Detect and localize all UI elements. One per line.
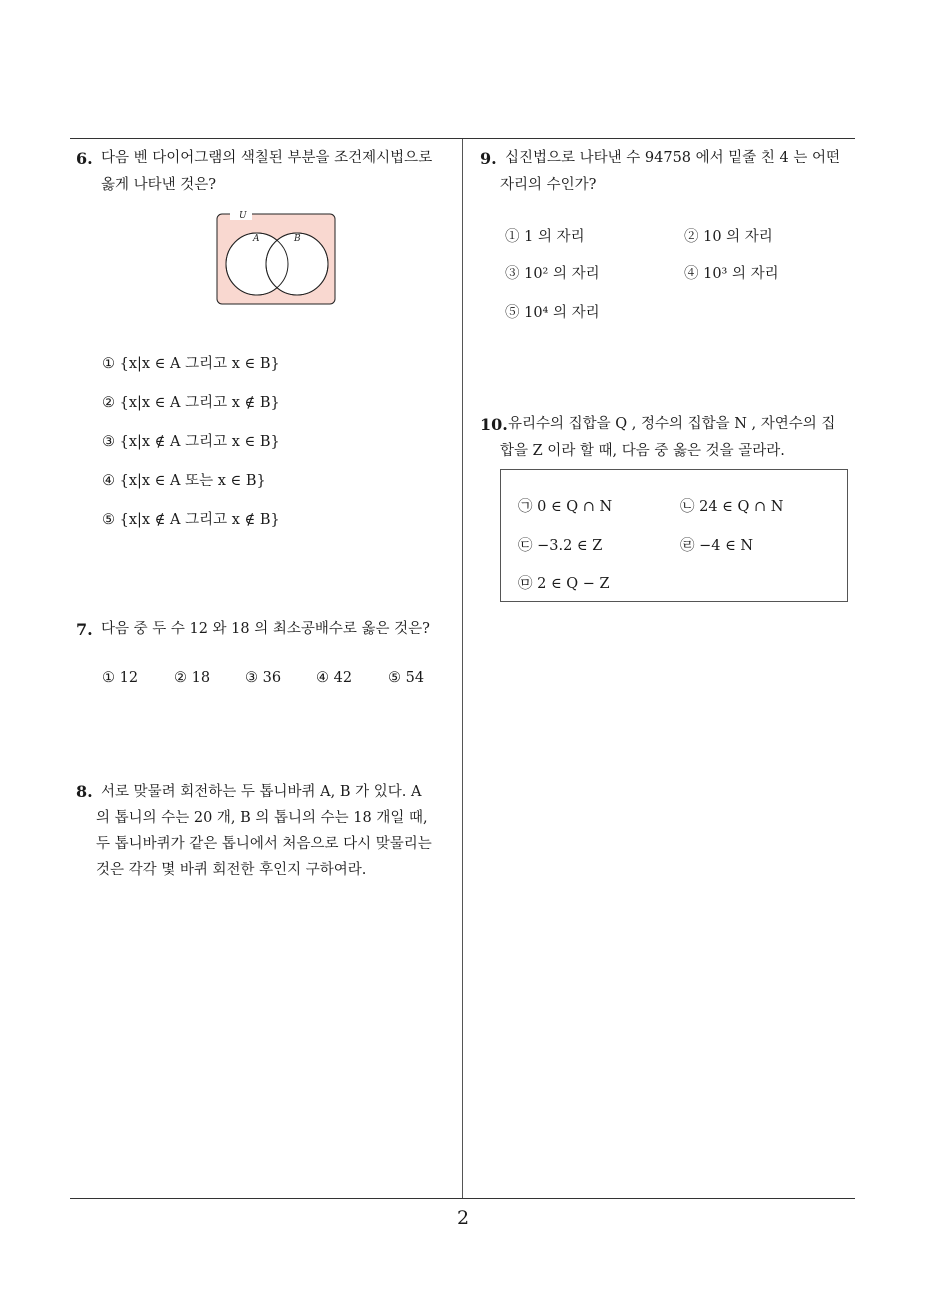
choice-9-2[interactable]: ② 10 의 자리 — [684, 229, 773, 245]
choice-7-2[interactable]: ② 18 — [174, 670, 211, 686]
question-number: 6. — [76, 149, 93, 168]
choice-7-3[interactable]: ③ 36 — [245, 670, 282, 686]
statement-1: ㉠ 0 ∈ Q ∩ N — [518, 499, 613, 515]
choice-6-2[interactable]: ② {x|x ∈ A 그리고 x ∉ B} — [102, 395, 280, 411]
choice-6-3[interactable]: ③ {x|x ∉ A 그리고 x ∈ B} — [102, 434, 280, 450]
question-text-line: 서로 맞물려 회전하는 두 톱니바퀴 A, B 가 있다. A — [101, 784, 422, 800]
statement-4: ㉣ −4 ∈ N — [680, 538, 754, 554]
question-text-line: 다음 벤 다이어그램의 색칠된 부분을 조건제시법으로 — [101, 150, 433, 166]
question-10 — [480, 411, 835, 465]
question-text-line: 유리수의 집합을 Q , 정수의 집합을 N , 자연수의 집 — [508, 416, 836, 432]
choice-9-3[interactable]: ③ 10² 의 자리 — [505, 266, 600, 282]
set-b-label: B — [294, 234, 301, 244]
question-text-line: 합을 Z 이라 할 때, 다음 중 옳은 것을 골라라. — [500, 443, 785, 459]
choice-6-5[interactable]: ⑤ {x|x ∉ A 그리고 x ∉ B} — [102, 512, 280, 528]
universe-label: U — [239, 211, 247, 221]
question-number: 7. — [76, 620, 93, 639]
choice-6-1[interactable]: ① {x|x ∈ A 그리고 x ∈ B} — [102, 356, 280, 372]
column-divider — [462, 139, 463, 1198]
question-text-line: 십진법으로 나타낸 수 94758 에서 밑줄 친 4 는 어떤 — [505, 150, 840, 166]
choice-9-4[interactable]: ④ 10³ 의 자리 — [684, 266, 779, 282]
choice-7-5[interactable]: ⑤ 54 — [388, 670, 425, 686]
page-number: 2 — [456, 1207, 470, 1229]
question-text-line: 자리의 수인가? — [500, 177, 597, 193]
choice-7-4[interactable]: ④ 42 — [316, 670, 353, 686]
question-text-line: 의 톱니의 수는 20 개, B 의 톱니의 수는 18 개일 때, — [96, 810, 428, 826]
question-number: 10. — [480, 415, 508, 434]
choice-9-5[interactable]: ⑤ 10⁴ 의 자리 — [505, 305, 600, 321]
question-text-line: 것은 각각 몇 바퀴 회전한 후인지 구하여라. — [96, 862, 367, 878]
question-8 — [76, 779, 432, 883]
question-6 — [76, 145, 432, 199]
venn-diagram — [216, 208, 338, 306]
question-number: 8. — [76, 782, 93, 801]
question-text-line: 다음 중 두 수 12 와 18 의 최소공배수로 옳은 것은? — [101, 621, 430, 637]
question-9 — [480, 145, 840, 199]
question-number: 9. — [480, 149, 497, 168]
choice-6-4[interactable]: ④ {x|x ∈ A 또는 x ∈ B} — [102, 473, 266, 489]
set-a-label: A — [253, 234, 260, 244]
bottom-rule — [70, 1198, 855, 1199]
statement-3: ㉢ −3.2 ∈ Z — [518, 538, 603, 554]
question-text-line: 옳게 나타낸 것은? — [101, 177, 217, 193]
choice-9-1[interactable]: ① 1 의 자리 — [505, 229, 585, 245]
choice-7-1[interactable]: ① 12 — [102, 670, 139, 686]
question-text-line: 두 톱니바퀴가 같은 톱니에서 처음으로 다시 맞물리는 — [96, 836, 432, 852]
statement-2: ㉡ 24 ∈ Q ∩ N — [680, 499, 784, 515]
question-7 — [76, 616, 430, 643]
statement-5: ㉤ 2 ∈ Q − Z — [518, 576, 610, 592]
